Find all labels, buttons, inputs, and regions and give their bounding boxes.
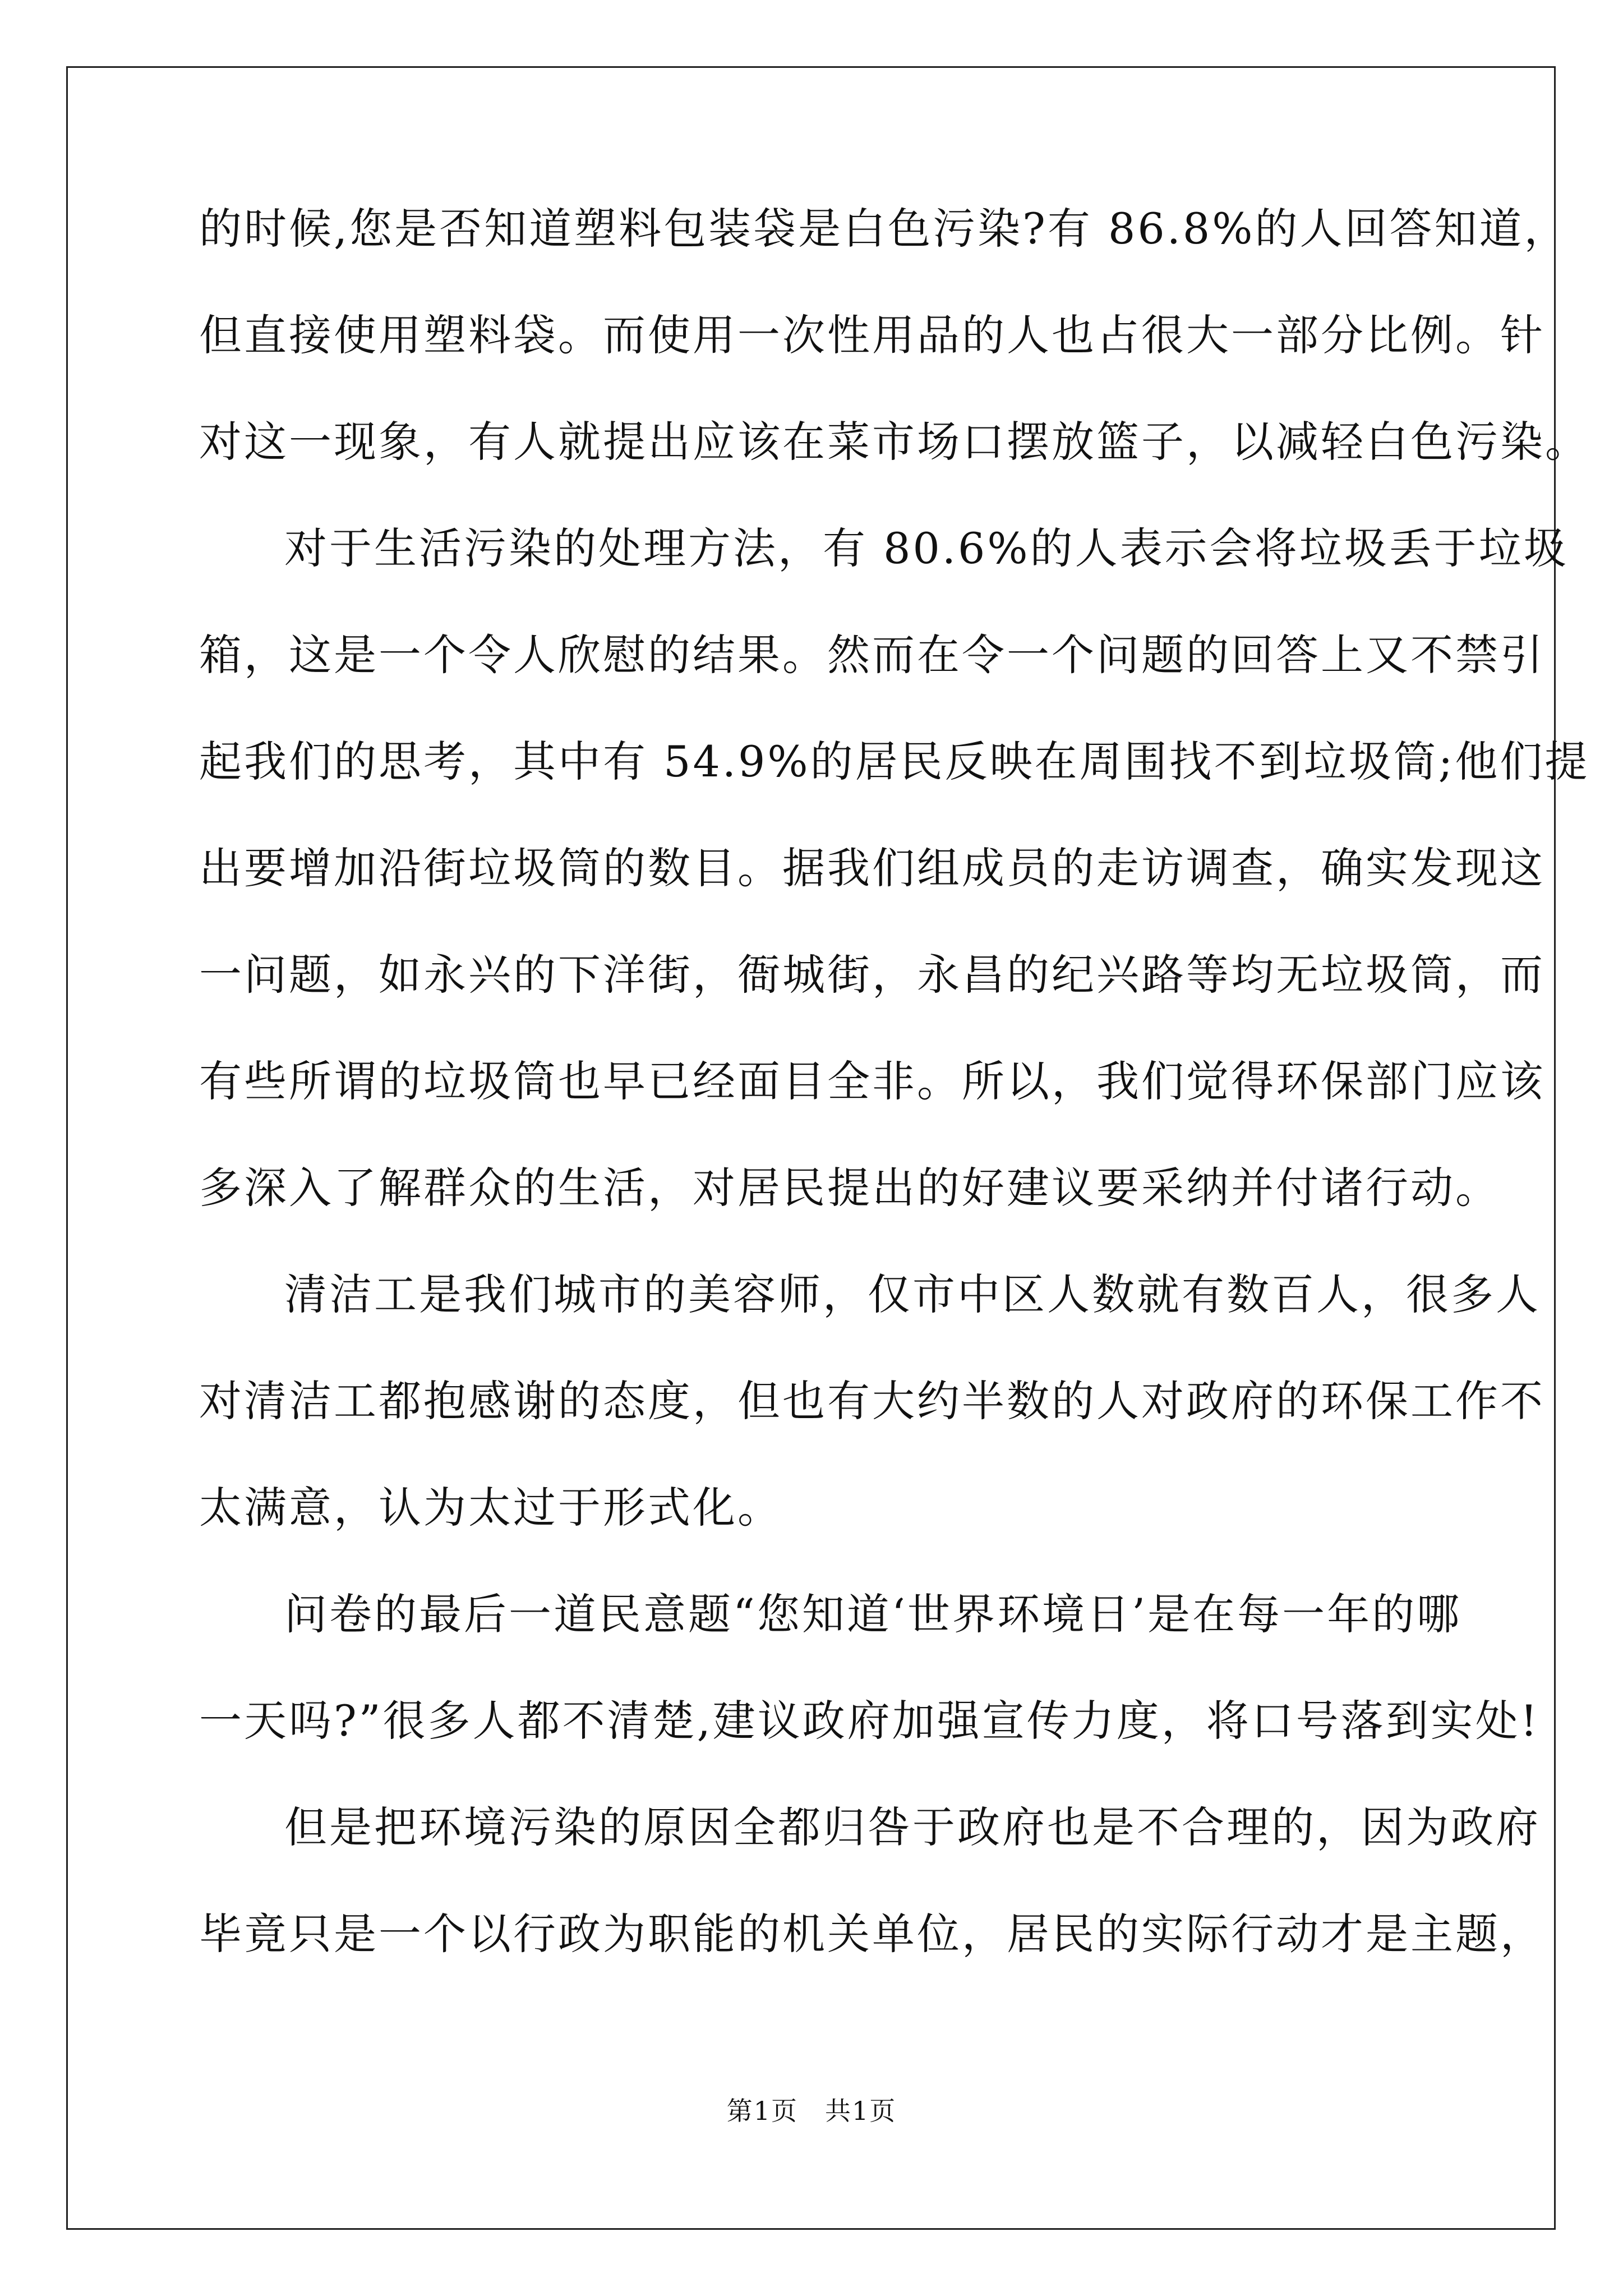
paragraph-first-line: 清洁工是我们城市的美容师，仅市中区人数就有数百人，很多人: [284, 1269, 1541, 1319]
text-line: 但直接使用塑料袋。而使用一次性用品的人也占很大一部分比例。针: [199, 310, 1545, 360]
text-line: 箱，这是一个令人欣慰的结果。然而在令一个问题的回答上又不禁引: [199, 630, 1545, 680]
text-line: 有些所谓的垃圾筒也早已经面目全非。所以，我们觉得环保部门应该: [199, 1056, 1545, 1106]
text-line: 的时候,您是否知道塑料包装袋是白色污染?有 86.8%的人回答知道，: [199, 204, 1569, 254]
text-line: 起我们的思考，其中有 54.9%的居民反映在周围找不到垃圾筒;他们提: [199, 737, 1590, 786]
paragraph-first-line: 问卷的最后一道民意题“您知道‘世界环境日’是在每一年的哪: [284, 1589, 1462, 1639]
page-border: [66, 66, 1556, 2230]
text-line: 对这一现象，有人就提出应该在菜市场口摆放篮子，以减轻白色污染。: [199, 417, 1590, 467]
paragraph-first-line: 但是把环境污染的原因全都归咎于政府也是不合理的，因为政府: [284, 1802, 1541, 1852]
text-line: 毕竟只是一个以行政为职能的机关单位，居民的实际行动才是主题，: [199, 1909, 1545, 1959]
text-line: 太满意，认为太过于形式化。: [199, 1483, 782, 1533]
text-line: 多深入了解群众的生活，对居民提出的好建议要采纳并付诸行动。: [199, 1163, 1500, 1213]
text-line: 对清洁工都抱感谢的态度，但也有大约半数的人对政府的环保工作不: [199, 1376, 1545, 1426]
paragraph-first-line: 对于生活污染的处理方法，有 80.6%的人表示会将垃圾丢于垃圾: [284, 523, 1569, 573]
text-line: 一问题，如永兴的下洋街，衙城街，永昌的纪兴路等均无垃圾筒，而: [199, 950, 1545, 1000]
text-line: 出要增加沿街垃圾筒的数目。据我们组成员的走访调查，确实发现这: [199, 843, 1545, 893]
page-footer: 第1页 共1页: [726, 2096, 897, 2126]
text-line: 一天吗?”很多人都不清楚,建议政府加强宣传力度，将口号落到实处!: [199, 1696, 1540, 1746]
